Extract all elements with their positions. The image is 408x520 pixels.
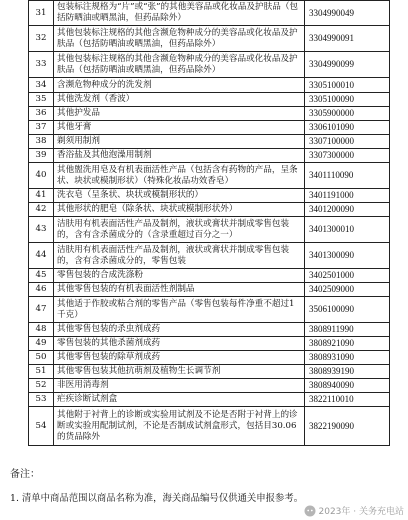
table-row [29, 217, 390, 243]
row-number: 46 [29, 283, 54, 297]
commodity-list-table [28, 0, 390, 446]
row-number: 48 [29, 323, 54, 337]
row-description: 洗衣皂（呈条状、块状或模制形状的） [54, 189, 305, 203]
row-hs-code: 3401191000 [305, 189, 390, 203]
row-number: 38 [29, 135, 54, 149]
table-row [29, 135, 390, 149]
table-row [29, 269, 390, 283]
table-row [29, 78, 390, 93]
table-row [29, 1, 390, 26]
row-description: 洁肤用有机表面活性产品及制剂，液状或膏状并制成零售包装的，含有含杀菌成分的（含录重超过百分之一） [54, 217, 305, 243]
table-row [29, 203, 390, 217]
row-description: 其他适于作胶或粘合剂的零售产品（零售包装每件净重不超过1千克） [54, 297, 305, 323]
table-row [29, 407, 390, 446]
row-number: 34 [29, 78, 54, 93]
row-number: 32 [29, 26, 54, 52]
row-hs-code: 3808911990 [305, 323, 390, 337]
row-hs-code: 3401300090 [305, 243, 390, 269]
row-number: 49 [29, 337, 54, 351]
row-description: 零售包装的合成洗涤粉 [54, 269, 305, 283]
row-number: 33 [29, 52, 54, 78]
row-description: 其他零售包装的除草剂成药 [54, 351, 305, 365]
row-hs-code: 3402509000 [305, 283, 390, 297]
table-row [29, 52, 390, 78]
table-row [29, 189, 390, 203]
row-description: 香浴盐及其他泡澡用制剂 [54, 149, 305, 163]
watermark [304, 504, 405, 517]
row-hs-code: 3401200090 [305, 203, 390, 217]
row-description: 其他零售包装其他抗萌剂及植物生长调节剂 [54, 365, 305, 379]
table-row [29, 163, 390, 189]
row-number: 41 [29, 189, 54, 203]
table-row [29, 365, 390, 379]
row-description: 剃须用制剂 [54, 135, 305, 149]
table-row [29, 283, 390, 297]
table-row [29, 379, 390, 393]
row-description: 非医用消毒剂 [54, 379, 305, 393]
row-description: 其他形状的肥皂（除条状、块状或模制形状外） [54, 203, 305, 217]
row-hs-code: 3307100000 [305, 135, 390, 149]
row-hs-code: 3822110010 [305, 393, 390, 407]
table-row [29, 243, 390, 269]
row-number: 52 [29, 379, 54, 393]
row-number: 44 [29, 243, 54, 269]
table-row [29, 297, 390, 323]
row-description: 其他零售包装的杀虫剂成药 [54, 323, 305, 337]
row-hs-code: 3402501000 [305, 269, 390, 283]
row-description: 零售包装的其他杀菌剂成药 [54, 337, 305, 351]
notes-item-1: 1. 清单中商品范围以商品名称为准，海关商品编号仅供通关申报参考。 [10, 493, 304, 504]
row-description: 洁肤用有机表面活性产品及制剂，液状或膏状并制成零售包装的，含有含杀菌成分的，零售包装 [54, 243, 305, 269]
row-hs-code: 3305100010 [305, 78, 390, 93]
row-description: 包装标注规格为“片”或“张”的其他美容品或化妆品及护肤品（包括防晒油或晒黑油，但药品除外） [54, 1, 305, 26]
row-number: 36 [29, 107, 54, 121]
row-number: 53 [29, 393, 54, 407]
row-number: 39 [29, 149, 54, 163]
row-hs-code: 3304990091 [305, 26, 390, 52]
row-number: 50 [29, 351, 54, 365]
row-hs-code: 3304990049 [305, 1, 390, 26]
row-number: 42 [29, 203, 54, 217]
row-description: 其他附于衬背上的诊断或实验用试剂及不论是否附于衬背上的诊断或实验用配制试剂，不论是否制成试剂盒形式，包括目30.06的货品除外 [54, 407, 305, 446]
row-number: 31 [29, 1, 54, 26]
table-row [29, 93, 390, 107]
row-hs-code: 3306101090 [305, 121, 390, 135]
row-description: 其他牙膏 [54, 121, 305, 135]
row-hs-code: 3401110090 [305, 163, 390, 189]
table-row [29, 393, 390, 407]
table-row [29, 107, 390, 121]
row-description: 其他包装标注规格的其他含濒危物种成分的美容品或化妆品及护肤品（包括防晒油或晒黑油，但药品除外） [54, 52, 305, 78]
wechat-icon [304, 505, 316, 517]
row-hs-code: 3808940090 [305, 379, 390, 393]
row-hs-code: 3808921090 [305, 337, 390, 351]
row-number: 47 [29, 297, 54, 323]
row-description: 含濒危物种成分的洗发剂 [54, 78, 305, 93]
table-row [29, 149, 390, 163]
row-description: 其他洗发剂（香波） [54, 93, 305, 107]
row-number: 40 [29, 163, 54, 189]
table-row [29, 351, 390, 365]
watermark-text: 2023年 · 关务充电站 [318, 507, 404, 517]
row-hs-code: 3506100090 [305, 297, 390, 323]
table-row [29, 26, 390, 52]
row-number: 35 [29, 93, 54, 107]
table-row [29, 337, 390, 351]
row-hs-code: 3808931090 [305, 351, 390, 365]
row-number: 51 [29, 365, 54, 379]
row-number: 43 [29, 217, 54, 243]
row-hs-code: 3304990099 [305, 52, 390, 78]
row-hs-code: 3307300000 [305, 149, 390, 163]
row-hs-code: 3808939190 [305, 365, 390, 379]
row-hs-code: 3305100090 [305, 93, 390, 107]
row-hs-code: 3305900000 [305, 107, 390, 121]
table-body [29, 1, 390, 446]
notes-title: 备注： [10, 469, 40, 480]
row-description: 其他包装标注规格的其他含濒危物种成分的美容品或化妆品及护肤品（包括防晒油或晒黑油，但药品除外） [54, 26, 305, 52]
row-hs-code: 3822190090 [305, 407, 390, 446]
row-description: 疟疾诊断试剂盒 [54, 393, 305, 407]
row-hs-code: 3401300010 [305, 217, 390, 243]
row-description: 其他零售包装的有机表面活性剂制品 [54, 283, 305, 297]
row-number: 45 [29, 269, 54, 283]
table-row [29, 121, 390, 135]
row-number: 54 [29, 407, 54, 446]
row-description: 其他盥洗用皂及有机表面活性产品（包括含有药物的产品，呈条状、块状或模制形状）（特殊化妆品功效香皂） [54, 163, 305, 189]
table-row [29, 323, 390, 337]
row-number: 37 [29, 121, 54, 135]
row-description: 其他护发品 [54, 107, 305, 121]
